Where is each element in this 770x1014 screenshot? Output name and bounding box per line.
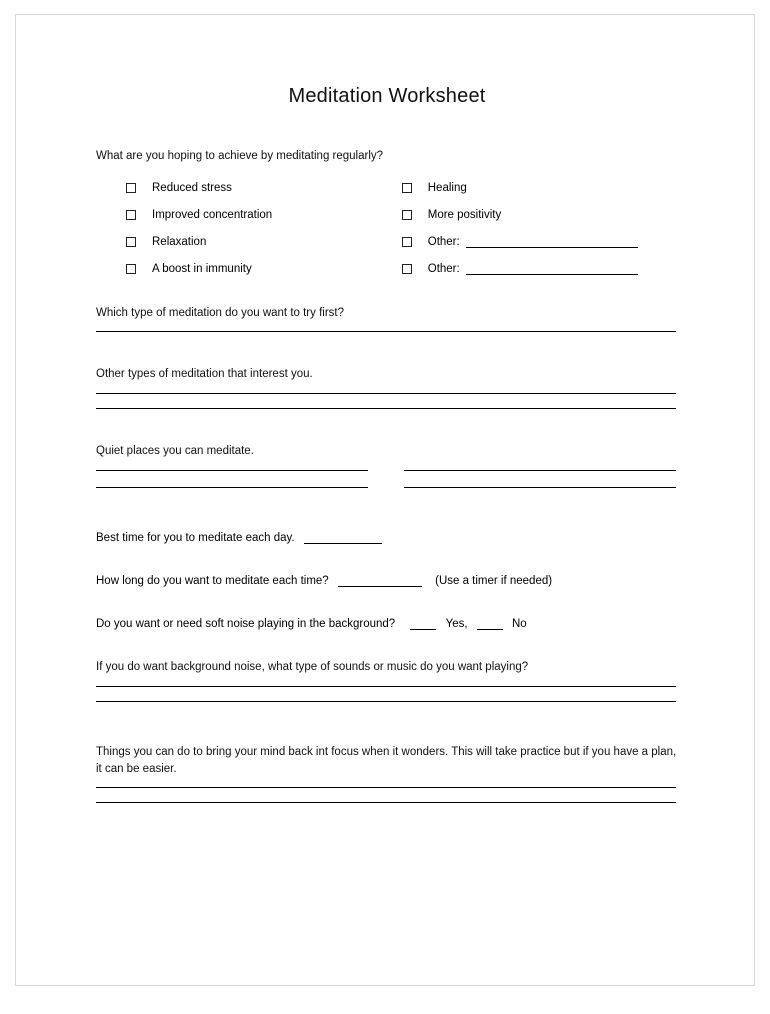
- answer-line[interactable]: [96, 487, 368, 488]
- checkbox-row[interactable]: [126, 229, 402, 256]
- answer-line[interactable]: [96, 393, 676, 394]
- checkbox-label: Relaxation: [152, 236, 207, 249]
- other-types-question: Other types of meditation that interest you.: [96, 368, 313, 381]
- answer-line[interactable]: [404, 470, 676, 471]
- checkbox-label: Reduced stress: [152, 182, 232, 195]
- checkbox-icon[interactable]: [126, 183, 136, 193]
- background-noise-row: [96, 616, 692, 633]
- duration-question: How long do you want to meditate each time?: [96, 574, 329, 587]
- checkbox-label: Other:: [427, 263, 460, 276]
- duration-row: [96, 573, 692, 590]
- checkbox-icon[interactable]: [402, 183, 412, 193]
- no-label: No: [511, 618, 527, 631]
- answer-line[interactable]: [96, 408, 676, 409]
- quiet-places-question: Quiet places you can meditate.: [96, 445, 254, 458]
- answer-line[interactable]: [96, 802, 676, 803]
- duration-hint: (Use a timer if needed): [435, 574, 553, 587]
- noise-type-question: If you do want background noise, what type of sounds or music do you want playing?: [96, 661, 529, 674]
- worksheet-body: [16, 15, 754, 985]
- background-noise-question: Do you want or need soft noise playing in the background?: [96, 618, 396, 631]
- other-write-in-line[interactable]: [466, 236, 638, 248]
- best-time-blank[interactable]: [304, 532, 382, 544]
- checkbox-label: Improved concentration: [152, 209, 273, 222]
- goals-question: What are you hoping to achieve by meditating regularly?: [96, 150, 384, 162]
- checkbox-label: Healing: [427, 182, 467, 195]
- answer-line[interactable]: [96, 701, 676, 702]
- checkbox-row-other[interactable]: [402, 256, 692, 283]
- checkbox-icon[interactable]: [126, 237, 136, 247]
- answer-line-pair: [96, 470, 676, 471]
- checkbox-row[interactable]: [402, 175, 692, 202]
- first-type-question: Which type of meditation do you want to try first?: [96, 306, 345, 319]
- checkbox-icon[interactable]: [126, 264, 136, 274]
- goals-checkbox-grid: [96, 175, 692, 283]
- answer-line[interactable]: [96, 787, 676, 788]
- answer-line[interactable]: [96, 470, 368, 471]
- best-time-row: [96, 530, 692, 547]
- yes-label: Yes,: [445, 618, 468, 631]
- checkbox-row[interactable]: [126, 175, 402, 202]
- checkbox-icon[interactable]: [402, 210, 412, 220]
- worksheet-page: [15, 14, 755, 986]
- checkbox-label: Other:: [427, 236, 460, 249]
- answer-line[interactable]: [96, 331, 676, 332]
- checkbox-label: More positivity: [427, 209, 502, 222]
- checkbox-label: A boost in immunity: [152, 263, 252, 276]
- checkbox-row-other[interactable]: [402, 229, 692, 256]
- checkbox-icon[interactable]: [126, 210, 136, 220]
- answer-line[interactable]: [96, 686, 676, 687]
- answer-line[interactable]: [404, 487, 676, 488]
- goals-column-right: [402, 175, 692, 283]
- duration-blank[interactable]: [338, 575, 422, 587]
- answer-line-pair: [96, 487, 676, 488]
- page-title: Meditation Worksheet: [288, 85, 486, 107]
- refocus-question: Things you can do to bring your mind back int focus when it wonders. This will take practice but if you have a plan, it can be easier.: [96, 746, 677, 775]
- checkbox-icon[interactable]: [402, 237, 412, 247]
- best-time-question: Best time for you to meditate each day.: [96, 531, 295, 544]
- checkbox-row[interactable]: [126, 256, 402, 283]
- checkbox-row[interactable]: [402, 202, 692, 229]
- checkbox-row[interactable]: [126, 202, 402, 229]
- no-blank[interactable]: [477, 618, 503, 630]
- checkbox-icon[interactable]: [402, 264, 412, 274]
- yes-blank[interactable]: [410, 618, 436, 630]
- other-write-in-line[interactable]: [466, 263, 638, 275]
- goals-column-left: [96, 175, 402, 283]
